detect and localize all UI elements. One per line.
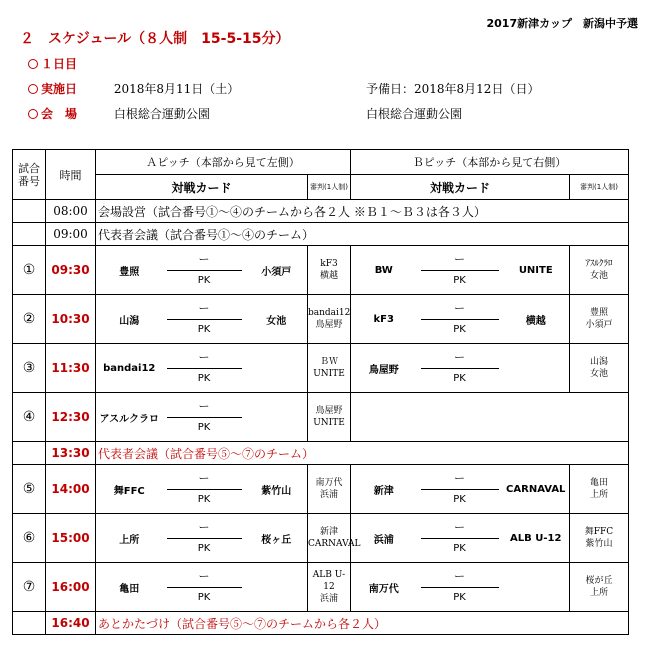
match-number: ①: [13, 246, 46, 295]
match-no-empty: [13, 223, 46, 246]
header-row-1: [13, 150, 629, 175]
score-dash: ー: [198, 472, 210, 485]
referee-2: UNITE: [313, 418, 345, 428]
referee-1: ＢＷ: [319, 357, 338, 367]
referee-2: 女池: [589, 271, 608, 281]
pk-label: PK: [197, 324, 211, 335]
match-row: [13, 514, 629, 563]
match-row: [13, 563, 629, 612]
pitch-b-empty: [351, 393, 629, 442]
pitch-b-card-header: 対戦カード: [351, 175, 570, 200]
pitch-b-referee-header: 審判(1人制): [570, 175, 629, 200]
pitch-a-referee: [308, 563, 351, 612]
score-line: [167, 538, 242, 539]
pk-label: PK: [197, 422, 211, 433]
referee-1: bandai12: [308, 308, 351, 318]
referee-2: 浜浦: [319, 490, 338, 500]
match-number: ②: [13, 295, 46, 344]
pk-label: PK: [197, 275, 211, 286]
pitch-a-referee: [308, 344, 351, 393]
score-dash: ー: [454, 570, 465, 583]
event-row: [13, 223, 629, 246]
event-row: [13, 200, 629, 223]
pitch-a-referee: [308, 465, 351, 514]
pitch-b-referee: [570, 514, 629, 563]
score-box: [417, 563, 503, 612]
match-no-empty: [13, 200, 46, 223]
pitch-a-home-team: 豊照: [96, 246, 163, 295]
match-number: ⑥: [13, 514, 46, 563]
pitch-b-referee: [570, 344, 629, 393]
match-row: [13, 344, 629, 393]
referee-1: 舞FFC: [584, 527, 614, 537]
referee-1: ALB U-12: [312, 570, 346, 592]
match-row: [13, 465, 629, 514]
referee-2: 浜浦: [319, 594, 338, 604]
match-time: 10:30: [46, 295, 96, 344]
date-row: [28, 80, 540, 97]
referee-1: 山潟: [589, 357, 608, 367]
pitch-a-away-team: 桜ヶ丘: [246, 514, 308, 563]
event-row: [13, 442, 629, 465]
score-box: [417, 295, 503, 344]
venue-label: 会 場: [41, 107, 78, 121]
day-row: [28, 55, 110, 72]
pk-label: PK: [197, 543, 211, 554]
score-box: [163, 246, 246, 295]
referee-1: 南万代: [315, 478, 343, 488]
match-time: 09:30: [46, 246, 96, 295]
event-text: 代表者会議（試合番号⑤～⑦のチーム）: [96, 442, 629, 465]
pitch-a-home-team: 亀田: [96, 563, 163, 612]
pk-label: PK: [453, 592, 466, 603]
pitch-a-home-team: 上所: [96, 514, 163, 563]
score-dash: ー: [454, 253, 465, 266]
pk-label: PK: [453, 324, 466, 335]
score-line: [421, 319, 499, 320]
pitch-a-referee: [308, 514, 361, 563]
match-no-empty: [13, 612, 46, 635]
pitch-a-card-header: 対戦カード: [96, 175, 308, 200]
match-number: ③: [13, 344, 46, 393]
score-dash: ー: [454, 521, 465, 534]
referee-1: 新津: [319, 527, 338, 537]
match-row: [13, 246, 629, 295]
match-no-header: 試合番号: [13, 150, 46, 200]
score-box: [417, 465, 503, 514]
pitch-b-away-team: [503, 563, 570, 612]
pitch-a-away-team: 紫竹山: [246, 465, 308, 514]
score-box: [417, 246, 503, 295]
pitch-b-away-team: 横越: [503, 295, 570, 344]
pitch-a-home-team: アスルクラロ: [96, 393, 163, 442]
match-time: 15:00: [46, 514, 96, 563]
score-line: [421, 489, 499, 490]
score-dash: ー: [198, 302, 210, 315]
referee-2: UNITE: [313, 369, 345, 379]
pitch-b-referee: [570, 563, 629, 612]
referee-1: 豊照: [589, 308, 608, 318]
pitch-a-away-team: [246, 344, 308, 393]
match-time: 11:30: [46, 344, 96, 393]
pitch-a-header: Ａピッチ（本部から見て左側）: [96, 150, 351, 175]
score-box: [163, 465, 246, 514]
pitch-b-home-team: 新津: [351, 465, 417, 514]
venue-row: [28, 105, 463, 122]
pitch-b-referee: [570, 295, 629, 344]
score-dash: ー: [198, 400, 210, 413]
pitch-a-referee: [308, 393, 351, 442]
pitch-b-home-team: 南万代: [351, 563, 417, 612]
event-text: 代表者会議（試合番号①～④のチーム）: [96, 223, 629, 246]
score-dash: ー: [198, 570, 210, 583]
referee-2: 紫竹山: [585, 539, 613, 549]
tournament-name: 2017新津カップ 新潟中予選: [486, 17, 638, 30]
match-row: [13, 295, 629, 344]
score-box: [417, 514, 503, 563]
referee-1: 桜が丘: [585, 576, 613, 586]
pitch-b-header: Ｂピッチ（本部から見て右側）: [351, 150, 629, 175]
score-box: [163, 393, 246, 442]
referee-2: 女池: [589, 369, 608, 379]
score-line: [167, 489, 242, 490]
event-time: 16:40: [46, 612, 96, 635]
referee-2: 上所: [589, 588, 608, 598]
pitch-a-referee: [308, 295, 351, 344]
score-line: [167, 270, 242, 271]
score-line: [421, 368, 499, 369]
header-row-2: [13, 175, 629, 200]
referee-2: 小須戸: [585, 320, 613, 330]
pitch-b-home-team: BW: [351, 246, 417, 295]
pk-label: PK: [197, 592, 211, 603]
pitch-a-away-team: [246, 393, 308, 442]
referee-2: 上所: [589, 490, 608, 500]
pk-label: PK: [453, 373, 466, 384]
score-dash: ー: [454, 472, 465, 485]
pitch-a-home-team: bandai12: [96, 344, 163, 393]
date-value: 2018年8月11日（土）: [113, 82, 240, 96]
page-title: ２ スケジュール（８人制 15-5-15分）: [20, 31, 290, 47]
event-time: 09:00: [46, 223, 96, 246]
score-box: [417, 344, 503, 393]
event-text: あとかたづけ（試合番号⑤～⑦のチームから各２人）: [96, 612, 629, 635]
score-line: [167, 587, 242, 588]
event-time: 13:30: [46, 442, 96, 465]
pitch-b-home-team: kF3: [351, 295, 417, 344]
score-box: [163, 514, 246, 563]
match-time: 14:00: [46, 465, 96, 514]
pk-label: PK: [197, 494, 211, 505]
date-label: 実施日: [41, 82, 78, 96]
event-time: 08:00: [46, 200, 96, 223]
pitch-a-away-team: 小須戸: [246, 246, 308, 295]
score-dash: ー: [454, 302, 465, 315]
pitch-b-away-team: CARNAVAL: [503, 465, 570, 514]
pitch-b-home-team: 鳥屋野: [351, 344, 417, 393]
match-number: ⑤: [13, 465, 46, 514]
venue-value: 白根総合運動公園: [113, 107, 210, 121]
pitch-a-home-team: 山潟: [96, 295, 163, 344]
venue-value-2: 白根総合運動公園: [366, 107, 463, 121]
reserve-date: 予備日：2018年8月12日（日）: [366, 82, 540, 96]
referee-1: kF3: [320, 259, 338, 269]
referee-2: 横越: [319, 271, 338, 281]
time-header: 時間: [46, 150, 96, 200]
score-line: [167, 319, 242, 320]
pitch-b-away-team: [503, 344, 570, 393]
circle-icon: [28, 84, 38, 94]
score-dash: ー: [198, 351, 210, 364]
pitch-a-referee-header: 審判(1人制): [308, 175, 351, 200]
referee-2: CARNAVAL: [308, 539, 361, 549]
day-label: １日目: [41, 57, 78, 71]
circle-icon: [28, 109, 38, 119]
score-box: [163, 295, 246, 344]
pk-label: PK: [453, 494, 466, 505]
match-no-empty: [13, 442, 46, 465]
match-time: 12:30: [46, 393, 96, 442]
pitch-b-away-team: ALB U-12: [503, 514, 570, 563]
pk-label: PK: [197, 373, 211, 384]
schedule-table: [12, 149, 629, 635]
match-time: 16:00: [46, 563, 96, 612]
referee-1: 鳥屋野: [315, 406, 343, 416]
pitch-a-home-team: 舞FFC: [96, 465, 163, 514]
pk-label: PK: [453, 275, 466, 286]
referee-1: ｱｽﾙｸﾗﾛ: [585, 259, 613, 269]
pitch-b-referee: [570, 465, 629, 514]
circle-icon: [28, 59, 38, 69]
score-line: [167, 417, 242, 418]
referee-1: 亀田: [589, 478, 608, 488]
pitch-a-away-team: [246, 563, 308, 612]
pitch-a-away-team: 女池: [246, 295, 308, 344]
pk-label: PK: [453, 543, 466, 554]
score-line: [421, 538, 499, 539]
score-dash: ー: [454, 351, 465, 364]
match-row: [13, 393, 629, 442]
score-dash: ー: [198, 521, 210, 534]
event-row: [13, 612, 629, 635]
score-dash: ー: [198, 253, 210, 266]
pitch-a-referee: [308, 246, 351, 295]
event-text: 会場設営（試合番号①～④のチームから各２人 ※Ｂ１～Ｂ３は各３人）: [96, 200, 629, 223]
score-box: [163, 344, 246, 393]
score-line: [421, 270, 499, 271]
referee-2: 鳥屋野: [315, 320, 343, 330]
pitch-b-home-team: 浜浦: [351, 514, 417, 563]
match-number: ⑦: [13, 563, 46, 612]
pitch-b-away-team: UNITE: [503, 246, 570, 295]
match-number: ④: [13, 393, 46, 442]
score-line: [421, 587, 499, 588]
score-line: [167, 368, 242, 369]
score-box: [163, 563, 246, 612]
pitch-b-referee: [570, 246, 629, 295]
